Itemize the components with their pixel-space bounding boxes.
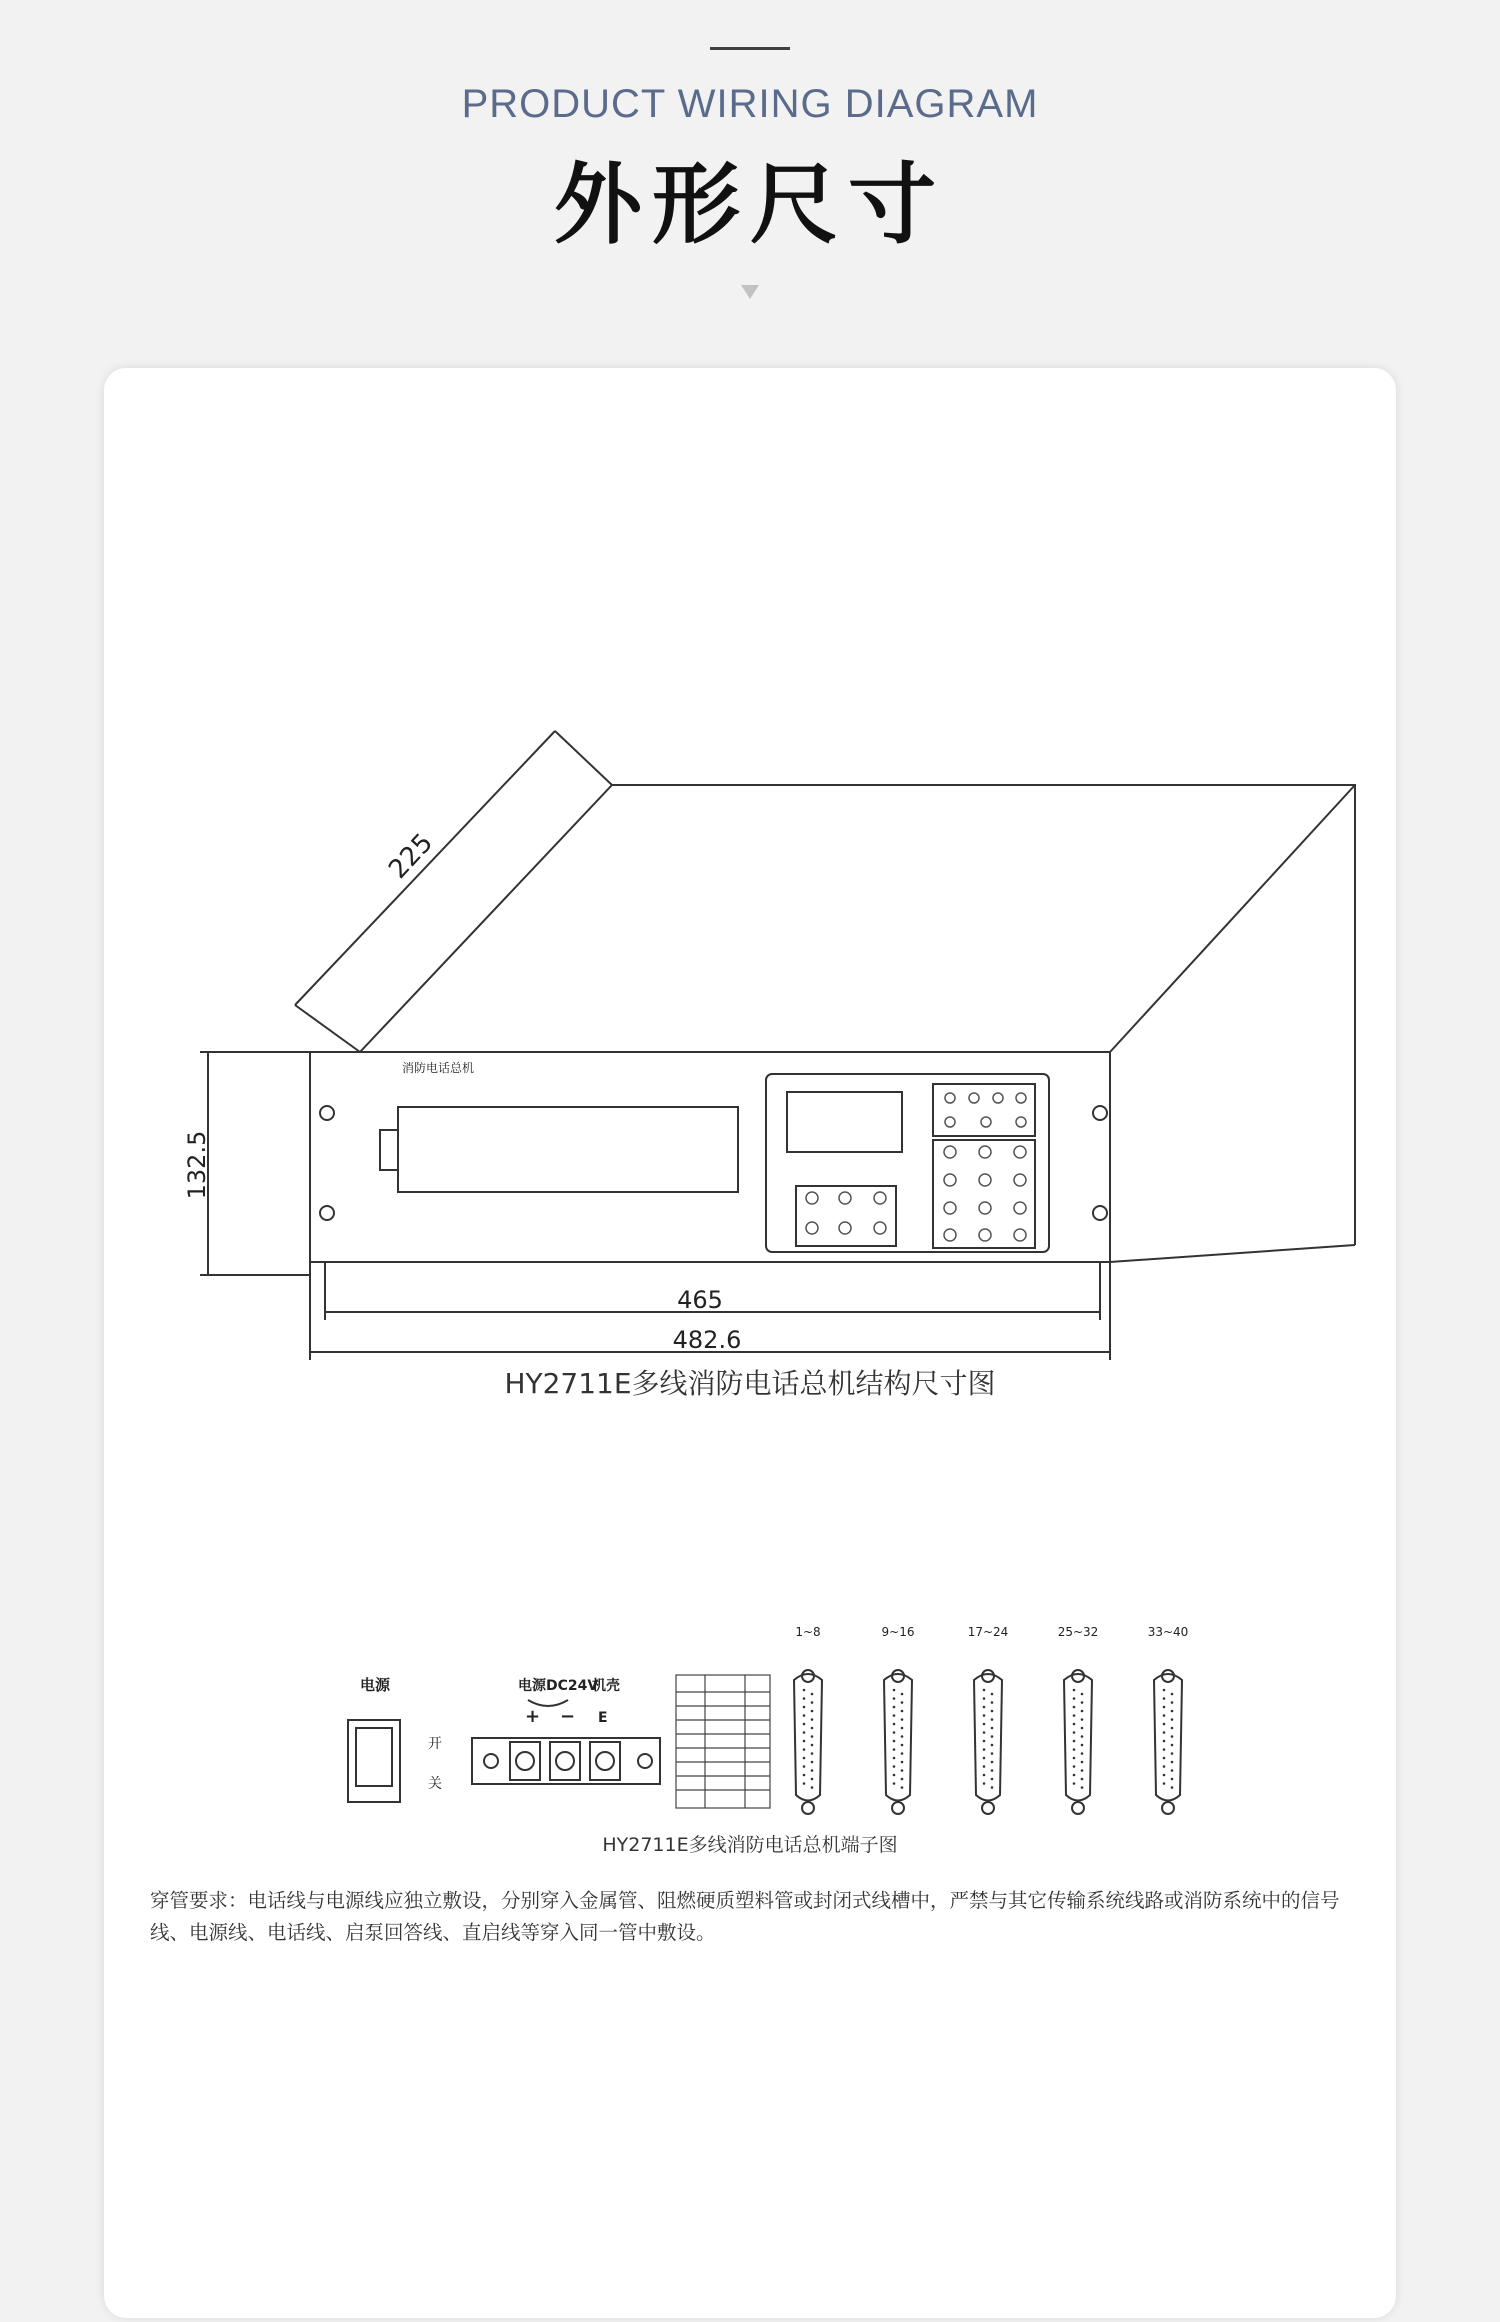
power-switch-rocker [356,1728,392,1786]
connector-pin [901,1744,904,1747]
connector-pin [811,1778,814,1781]
connector-label: 33~40 [1147,1625,1189,1639]
connector-pin [1171,1744,1174,1747]
connector-pin [1171,1693,1174,1696]
depth-label: 225 [383,828,439,885]
connector-pin [1073,1757,1076,1760]
connector-pin [811,1693,814,1696]
connector-label: 1~8 [795,1625,821,1639]
connector-pin [991,1769,994,1772]
wiring-note: 穿管要求：电话线与电源线应独立敷设，分别穿入金属管、阻燃硬质塑料管或封闭式线槽中，严禁与其它传输系统线路或消防系统中的信号线、电源线、电话线、启泵回答线、直启线等穿入同一管中敷设。 [150,1889,1340,1944]
connector-pin [811,1786,814,1789]
left-display-window [398,1107,738,1192]
connector-pin [893,1757,896,1760]
db-connector [1064,1674,1092,1801]
keypad-top [933,1084,1035,1136]
connector-pin [811,1761,814,1764]
connector-pin [893,1731,896,1734]
connector-pin [1081,1752,1084,1755]
connector-pin [811,1769,814,1772]
connector-pin [1081,1710,1084,1713]
connector-pin [1073,1765,1076,1768]
connector-pin [811,1735,814,1738]
connector-pin [893,1723,896,1726]
connector-pin [983,1765,986,1768]
inner-width-label: 465 [677,1286,723,1314]
connector-pin [901,1778,904,1781]
connector-pin [901,1710,904,1713]
connector-screw [1072,1670,1084,1682]
connector-pin [991,1752,994,1755]
connector-pin [893,1782,896,1785]
connector-pin [893,1774,896,1777]
earth-label: E [598,1710,608,1726]
depth-extension-bottom [295,1005,360,1052]
connector-pin [1081,1769,1084,1772]
connector-pin [1081,1718,1084,1721]
connector-pin [901,1752,904,1755]
connector-pin [901,1727,904,1730]
db-connector [1154,1674,1182,1801]
power-label: 电源 [360,1676,391,1694]
connector-pin [1073,1689,1076,1692]
connector-pin [803,1697,806,1700]
connector-pin [1163,1740,1166,1743]
connector-pin [991,1718,994,1721]
connector-pin [803,1714,806,1717]
connector-pin [1073,1748,1076,1751]
connector-pin [811,1718,814,1721]
connector-pin [893,1748,896,1751]
switch-off-label: 关 [428,1776,442,1792]
connector-pin [901,1761,904,1764]
connector-screw [982,1802,994,1814]
db-connector [884,1674,912,1801]
connector-screw [1162,1802,1174,1814]
connector-pin [811,1744,814,1747]
connector-pin [1073,1714,1076,1717]
connector-pin [991,1786,994,1789]
connector-pin [991,1701,994,1704]
dc-power-label: 电源DC24V [518,1678,599,1694]
connector-pin [803,1740,806,1743]
connector-pin [983,1731,986,1734]
connector-pin [1163,1765,1166,1768]
connector-pin [1171,1710,1174,1713]
mount-hole [320,1106,334,1120]
chassis-top-edge [360,785,1355,1245]
connector-pin [1163,1782,1166,1785]
control-panel [766,1074,1049,1252]
connector-pin [1081,1778,1084,1781]
connector-pin [1081,1761,1084,1764]
connector-pin [1073,1731,1076,1734]
connector-pin [1171,1778,1174,1781]
connector-pin [1163,1774,1166,1777]
connector-pin [1171,1718,1174,1721]
connector-pin [803,1723,806,1726]
connector-label: 25~32 [1057,1625,1099,1639]
connector-pin [811,1710,814,1713]
connector-pin [803,1782,806,1785]
connector-pin [1163,1697,1166,1700]
connector-pin [1163,1706,1166,1709]
connector-screw [1162,1670,1174,1682]
connector-pin [1171,1752,1174,1755]
connector-pin [991,1744,994,1747]
depth-extension-top [555,731,612,785]
connector-screw [802,1802,814,1814]
connector-pin [901,1693,904,1696]
connector-pin [991,1735,994,1738]
connector-pin [1081,1744,1084,1747]
connector-pin [803,1706,806,1709]
chassis-bottom-right [1110,1245,1355,1262]
connector-pin [983,1748,986,1751]
connector-pin [803,1774,806,1777]
page-subtitle: PRODUCT WIRING DIAGRAM [461,82,1039,126]
terminal-caption: HY2711E多线消防电话总机端子图 [602,1834,898,1856]
connector-pin [1081,1727,1084,1730]
connector-pin [901,1769,904,1772]
connector-pin [983,1714,986,1717]
connector-pin [1073,1697,1076,1700]
connector-pin [803,1689,806,1692]
connector-pin [893,1740,896,1743]
chassis-side-edge [1110,785,1355,1052]
connector-pin [811,1701,814,1704]
connector-pin [1081,1701,1084,1704]
connector-pin [811,1727,814,1730]
connector-pin [901,1718,904,1721]
switch-on-label: 开 [428,1736,442,1752]
connector-screw [1072,1802,1084,1814]
plus-label: + [525,1706,541,1727]
connector-pin [1163,1731,1166,1734]
connector-pin [1073,1723,1076,1726]
connector-label: 9~16 [881,1625,915,1639]
display-tab [380,1130,398,1170]
connector-pin [901,1701,904,1704]
panel-label: 消防电话总机 [402,1061,475,1075]
connector-pin [1163,1714,1166,1717]
connector-pin [893,1706,896,1709]
connector-pin [1073,1774,1076,1777]
connector-screw [892,1802,904,1814]
connector-pin [1171,1727,1174,1730]
connector-pin [893,1714,896,1717]
connector-pin [991,1727,994,1730]
connector-pin [901,1735,904,1738]
connector-pin [991,1710,994,1713]
connector-pin [1081,1786,1084,1789]
connector-pin [803,1748,806,1751]
db-connector [974,1674,1002,1801]
connector-pin [983,1723,986,1726]
connector-label: 17~24 [967,1625,1009,1639]
dimension-caption: HY2711E多线消防电话总机结构尺寸图 [504,1367,996,1400]
ground-label: 机壳 [592,1678,620,1694]
connector-pin [901,1786,904,1789]
connector-pin [893,1697,896,1700]
connector-pin [1171,1761,1174,1764]
connector-pin [1073,1706,1076,1709]
connector-pin [1163,1757,1166,1760]
connector-pin [983,1757,986,1760]
connector-pin [1171,1701,1174,1704]
connector-pin [1171,1769,1174,1772]
mount-hole [320,1206,334,1220]
connector-pin [1073,1782,1076,1785]
connector-pin [803,1765,806,1768]
keypad-numbers [933,1140,1035,1248]
connector-pin [1163,1723,1166,1726]
connector-pin [811,1752,814,1755]
connector-pin [983,1774,986,1777]
connector-screw [982,1670,994,1682]
mount-hole [1093,1206,1107,1220]
connector-pin [983,1782,986,1785]
connector-screw [802,1670,814,1682]
connector-pin [1073,1740,1076,1743]
connector-pin [1171,1786,1174,1789]
connector-pin [991,1778,994,1781]
connector-pin [1171,1735,1174,1738]
minus-label: − [560,1706,576,1727]
page-title: 外形尺寸 [553,153,946,256]
height-label: 132.5 [183,1130,211,1200]
function-keys [796,1186,896,1246]
connector-pin [983,1706,986,1709]
connector-pin [893,1689,896,1692]
connector-pin [803,1757,806,1760]
connector-pin [983,1689,986,1692]
mount-hole [1093,1106,1107,1120]
connector-pin [991,1693,994,1696]
connector-pin [1163,1689,1166,1692]
connector-pin [803,1731,806,1734]
connector-pin [983,1740,986,1743]
connector-pin [983,1697,986,1700]
lcd-screen [787,1092,902,1152]
connector-pin [1081,1735,1084,1738]
depth-extension [295,731,555,1005]
connector-pin [1081,1693,1084,1696]
db-connector [794,1674,822,1801]
terminal-block [472,1738,660,1784]
connector-pin [1163,1748,1166,1751]
connector-screw [892,1670,904,1682]
connector-pin [893,1765,896,1768]
terminal-table [676,1675,770,1808]
outer-width-label: 482.6 [672,1326,742,1354]
connector-pin [991,1761,994,1764]
